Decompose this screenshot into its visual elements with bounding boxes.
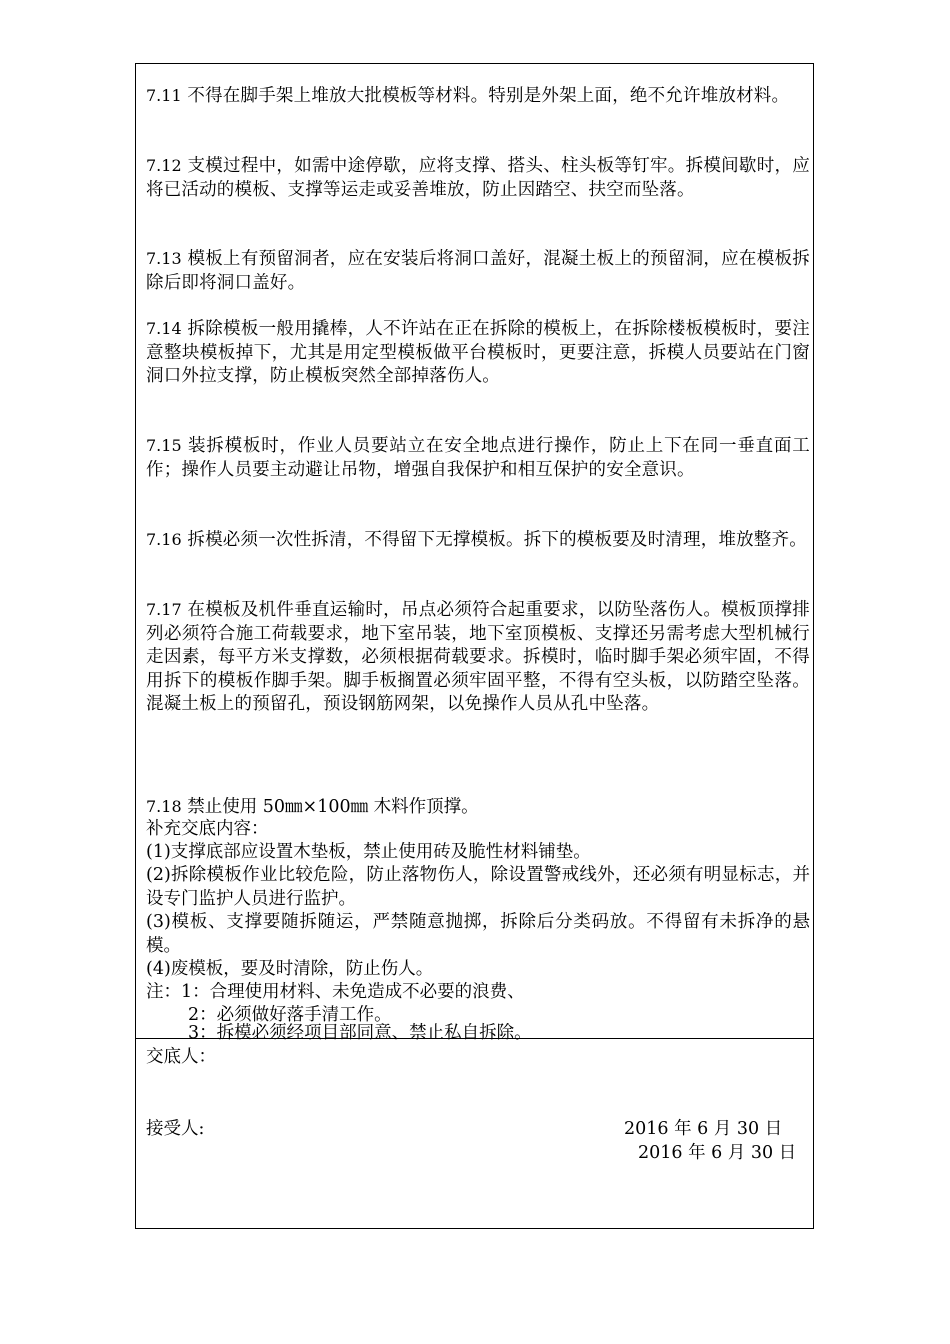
clause-text: 拆除模板一般用撬棒，人不许站在正在拆除的模板上，在拆除楼板模板时，要注意整块模板掉下，尤其是用定型模板做平台模板时，更要注意，拆模人员要站在门窗洞口外拉支撑，防止模板突然全部掉落伤人。 bbox=[146, 319, 811, 386]
clause-number: 7.17 bbox=[146, 600, 182, 619]
clause-text: 装拆模板时，作业人员要站立在安全地点进行操作，防止上下在同一垂直面工作；操作人员要主动避让吊物，增强自我保护和相互保护的安全意识。 bbox=[146, 436, 810, 480]
clause-7-13 bbox=[146, 247, 810, 295]
clause-number: 7.11 bbox=[146, 86, 182, 105]
note-2: 2：必须做好落手清工作。 bbox=[188, 1005, 392, 1025]
clause-7-16 bbox=[146, 528, 810, 553]
clause-number: 7.13 bbox=[146, 249, 182, 268]
note-3 bbox=[188, 1023, 852, 1043]
clause-7-18 bbox=[146, 795, 810, 820]
clause-text: 支模过程中，如需中途停歇，应将支撑、搭头、柱头板等钉牢。拆模间歇时，应将已活动的模板、支撑等运走或妥善堆放，防止因踏空、扶空而坠落。 bbox=[146, 156, 811, 200]
supplement-item-2: (2)拆除模板作业比较危险，防止落物伤人，除设置警戒线外，还必须有明显标志，并设专门监护人员进行监护。 bbox=[146, 865, 810, 909]
clause-number: 7.14 bbox=[146, 319, 182, 338]
clause-7-15 bbox=[146, 434, 810, 482]
clause-7-14 bbox=[146, 317, 810, 389]
date-1: 2016 年 6 月 30 日 bbox=[624, 1119, 783, 1139]
supplement-heading: 补充交底内容： bbox=[146, 819, 269, 839]
clause-text: 禁止使用 50㎜×100㎜ 木料作顶撑。 bbox=[187, 797, 479, 817]
supplement-item-1: (1)支撑底部应设置木垫板，禁止使用砖及脆性材料铺垫。 bbox=[146, 842, 591, 862]
document-table bbox=[135, 63, 814, 1229]
clause-number: 7.18 bbox=[146, 797, 182, 816]
note-3-text: 3：拆模必须经项目部同意、禁止私自拆除。 bbox=[188, 1023, 532, 1043]
clause-text: 拆模必须一次性拆清，不得留下无撑模板。拆下的模板要及时清理，堆放整齐。 bbox=[187, 530, 807, 550]
content-cell bbox=[136, 64, 813, 1043]
clause-text: 模板上有预留洞者，应在安装后将洞口盖好，混凝土板上的预留洞，应在模板拆除后即将洞口盖好。 bbox=[146, 249, 811, 293]
clause-7-17 bbox=[146, 598, 810, 717]
signature-cell bbox=[136, 1039, 813, 1228]
clause-text: 在模板及机件垂直运输时，吊点必须符合起重要求，以防坠落伤人。模板顶撑排列必须符合施工荷载要求，地下室吊装，地下室顶模板、支撑还另需考虑大型机械行走因素，每平方米支撑数，必须根据荷载要求。拆模时，临时脚手架必须牢固，不得用拆下的模板作脚手架。脚手板搁置必须牢固平整，不得有空头板，以防踏空坠落。混凝土板上的预留孔，预设钢筋网架，以免操作人员从孔中坠落。 bbox=[146, 600, 811, 714]
clause-7-12 bbox=[146, 154, 810, 202]
clause-7-11 bbox=[146, 84, 810, 109]
receiver-label: 接受人: bbox=[146, 1119, 205, 1139]
clause-text: 不得在脚手架上堆放大批模板等材料。特别是外架上面，绝不允许堆放材料。 bbox=[187, 86, 790, 106]
clause-number: 7.16 bbox=[146, 530, 182, 549]
date-2: 2016 年 6 月 30 日 bbox=[638, 1143, 797, 1163]
supplement-item-4: (4)废模板，要及时清除，防止伤人。 bbox=[146, 959, 434, 979]
supplement-item-3: (3)模板、支撑要随拆随运，严禁随意抛掷，拆除后分类码放。不得留有未拆净的悬模。 bbox=[146, 912, 810, 956]
note-1: 注：1：合理使用材料、未免造成不必要的浪费、 bbox=[146, 982, 525, 1002]
clause-number: 7.15 bbox=[146, 436, 182, 455]
clause-number: 7.12 bbox=[146, 156, 182, 175]
disclosure-person-label: 交底人： bbox=[146, 1047, 216, 1067]
